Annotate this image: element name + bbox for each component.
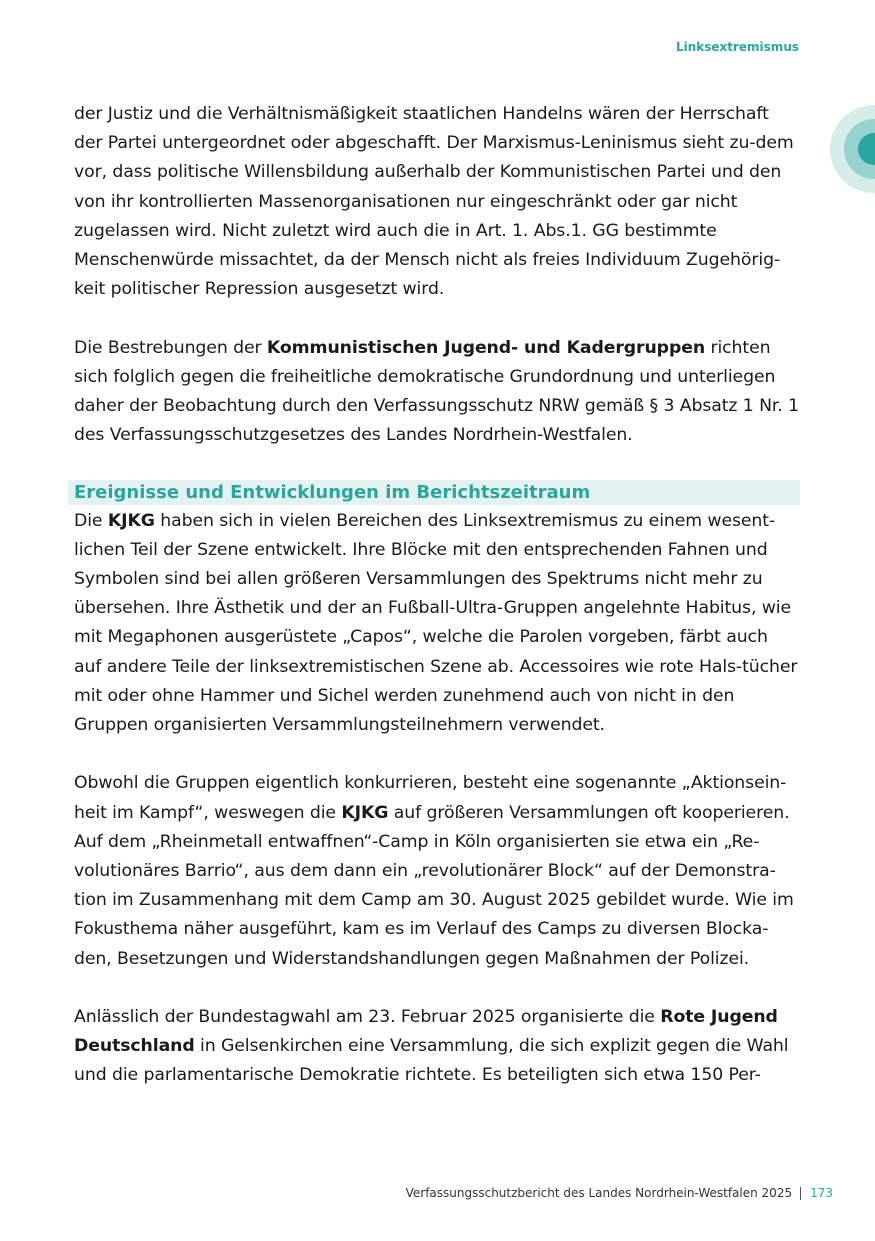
- paragraph: Obwohl die Gruppen eigentlich konkurrieren, besteht eine sogenannte „Aktionsein-heit im Kampf“, weswegen die KJKG auf größeren Versammlungen oft kooperieren. Auf dem „Rheinmetall entwaffnen“-Camp in Köln organisierten sie etwa ein „Re-volutionäres Barrio“, aus dem dann ein „revolutionärer Block“ auf der Demonstra-tion im Zusammenhang mit dem Camp am 30. August 2025 gebildet wurde. Wie im Fokusthema näher ausgeführt, kam es im Verlauf des Camps zu diversen Blocka-den, Besetzungen und Widerstandshandlungen gegen Maßnahmen der Polizei.: [74, 773, 794, 969]
- page-footer: [406, 1186, 833, 1200]
- bold-term: KJKG: [341, 802, 389, 823]
- section-heading: Ereignisse und Entwicklungen im Berichtszeitraum: [68, 480, 800, 505]
- paragraph: Anlässlich der Bundestagwahl am 23. Februar 2025 organisierte die Rote Jugend Deutschland in Gelsenkirchen eine Versammlung, die sich explizit gegen die Wahl und die parlamentarische Demokratie richtete. Es beteiligten sich etwa 150 Per-: [74, 1007, 789, 1086]
- paragraph: Die Bestrebungen der Kommunistischen Jugend- und Kadergruppen richten sich folglich gegen die freiheitliche demokratische Grundordnung und unterliegen daher der Beobachtung durch den Verfassungsschutz NRW gemäß § 3 Absatz 1 Nr. 1 des Verfassungsschutzgesetzes des Landes Nordrhein-Westfalen.: [74, 337, 800, 446]
- running-header-title: Linksextremismus: [675, 40, 799, 54]
- footer-divider: [800, 1187, 801, 1200]
- paragraph: der Justiz und die Verhältnismäßigkeit staatlichen Handelns wären der Herrschaft der Partei untergeordnet oder abgeschafft. Der Marxismus-Leninismus sieht zu-dem vor, dass politische Willensbildung außerhalb der Kommunistischen Partei und den von ihr kontrollierten Massenorganisationen nur eingeschränkt oder gar nicht zugelassen wird. Nicht zuletzt wird auch die in Art. 1. Abs.1. GG bestimmte Menschenwürde missachtet, da der Mensch nicht als freies Individuum Zugehörig-keit politischer Repression ausgesetzt wird.: [74, 104, 794, 300]
- bold-term: Rote Jugend Deutschland: [74, 1007, 778, 1057]
- paragraph: Die KJKG haben sich in vielen Bereichen des Linksextremismus zu einem wesent-lichen Teil der Szene entwickelt. Ihre Blöcke mit den entsprechenden Fahnen und Symbolen sind bei allen größeren Versammlungen des Spektrums nicht mehr zu übersehen. Ihre Ästhetik und der an Fußball-Ultra-Gruppen angelehnte Habitus, wie mit Megaphonen ausgerüstete „Capos“, welche die Parolen vorgeben, färbt auch auf andere Teile der linksextremistischen Szene ab. Accessoires wie rote Hals-tücher mit oder ohne Hammer und Sichel werden zunehmend auch von nicht in den Gruppen organisierten Versammlungsteilnehmern verwendet.: [74, 510, 798, 736]
- bold-term: Kommunistischen Jugend- und Kadergruppen: [266, 337, 706, 358]
- page-number: 173: [810, 1186, 833, 1200]
- publication-title: Verfassungsschutzbericht des Landes Nordrhein-Westfalen 2025: [405, 1186, 793, 1200]
- bold-term: KJKG: [107, 510, 155, 531]
- main-text-column: [74, 100, 800, 1120]
